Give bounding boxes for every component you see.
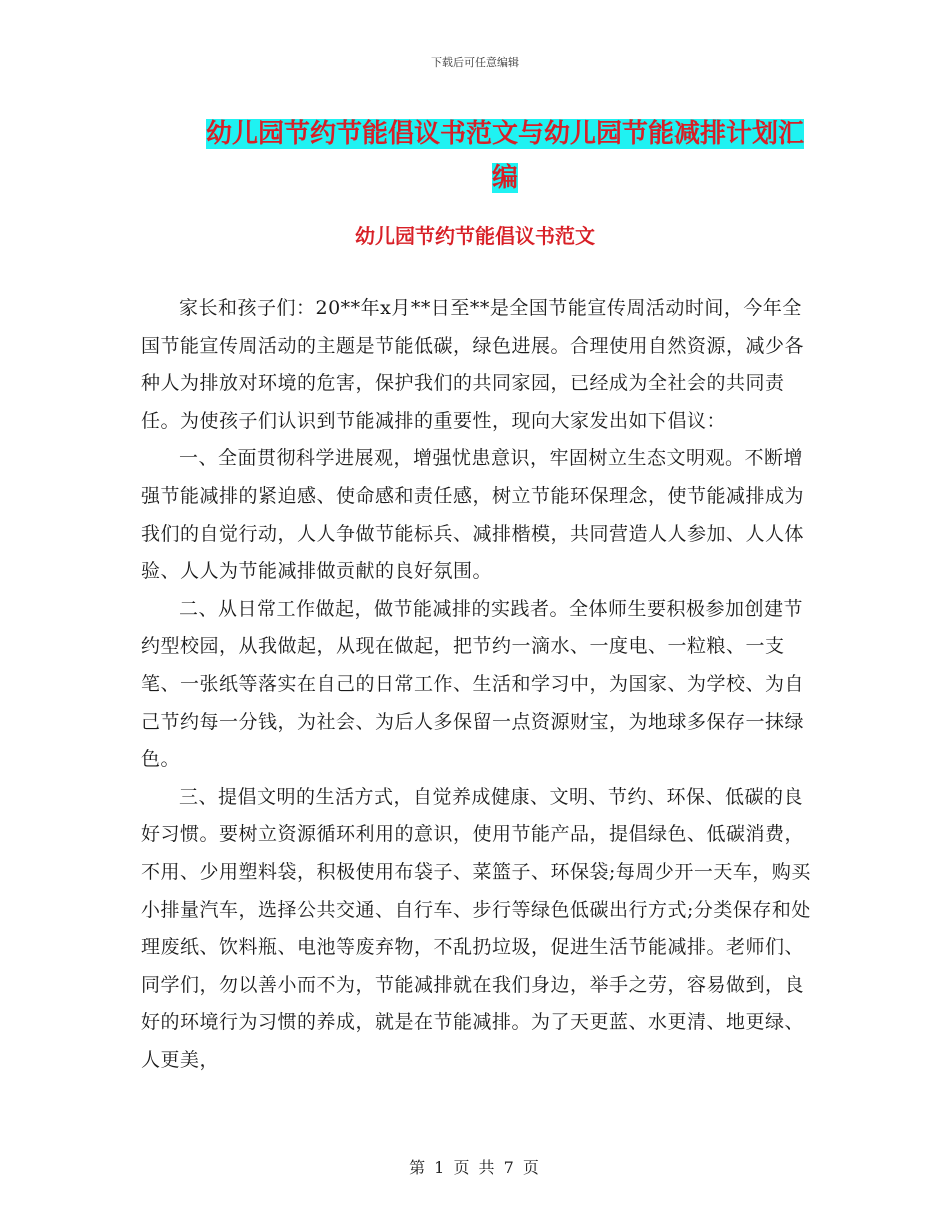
page-number: 第 1 页 共 7 页 [409, 1158, 541, 1177]
document-title-text: 幼儿园节约节能倡议书范文与幼儿园节能减排计划汇编 [205, 119, 804, 193]
page-header: 下载后可任意编辑 [431, 56, 519, 69]
document-title [195, 112, 815, 200]
paragraph-greeting: 家长和孩子们：20**年x月**日至**是全国节能宣传周活动时间，今年全国节能宣传周活动的主题是节能低碳，绿色进展。合理使用自然资源，减少各种人为排放对环境的危害，保护我们的共同家园，已经成为全社会的共同责任。为使孩子们认识到节能减排的重要性，现向大家发出如下倡议： [141, 297, 805, 432]
section-title: 幼儿园节约节能倡议书范文 [355, 224, 595, 248]
paragraph-point-3: 三、提倡文明的生活方式，自觉养成健康、文明、节约、环保、低碳的良好习惯。要树立资源循环利用的意识，使用节能产品，提倡绿色、低碳消费，不用、少用塑料袋，积极使用布袋子、菜篮子、环保袋;每周少开一天车，购买小排量汽车，选择公共交通、自行车、步行等绿色低碳出行方式;分类保存和处理废纸、饮料瓶、电池等废弃物，不乱扔垃圾，促进生活节能减排。老师们、同学们，勿以善小而不为，节能减排就在我们身边，举手之劳，容易做到，良好的环境行为习惯的养成，就是在节能减排。为了天更蓝、水更清、地更绿、人更美， [141, 785, 811, 1071]
paragraph-point-1: 一、全面贯彻科学进展观，增强忧患意识，牢固树立生态文明观。不断增强节能减排的紧迫感、使命感和责任感，树立节能环保理念，使节能减排成为我们的自觉行动，人人争做节能标兵、减排楷模，共同营造人人参加、人人体验、人人为节能减排做贡献的良好氛围。 [141, 447, 805, 583]
paragraph-point-2: 二、从日常工作做起，做节能减排的实践者。全体师生要积极参加创建节约型校园，从我做起，从现在做起，把节约一滴水、一度电、一粒粮、一支笔、一张纸等落实在自己的日常工作、生活和学习中，为国家、为学校、为自己节约每一分钱，为社会、为后人多保留一点资源财宝，为地球多保存一抹绿色。 [141, 597, 805, 771]
document-body [141, 290, 811, 1079]
